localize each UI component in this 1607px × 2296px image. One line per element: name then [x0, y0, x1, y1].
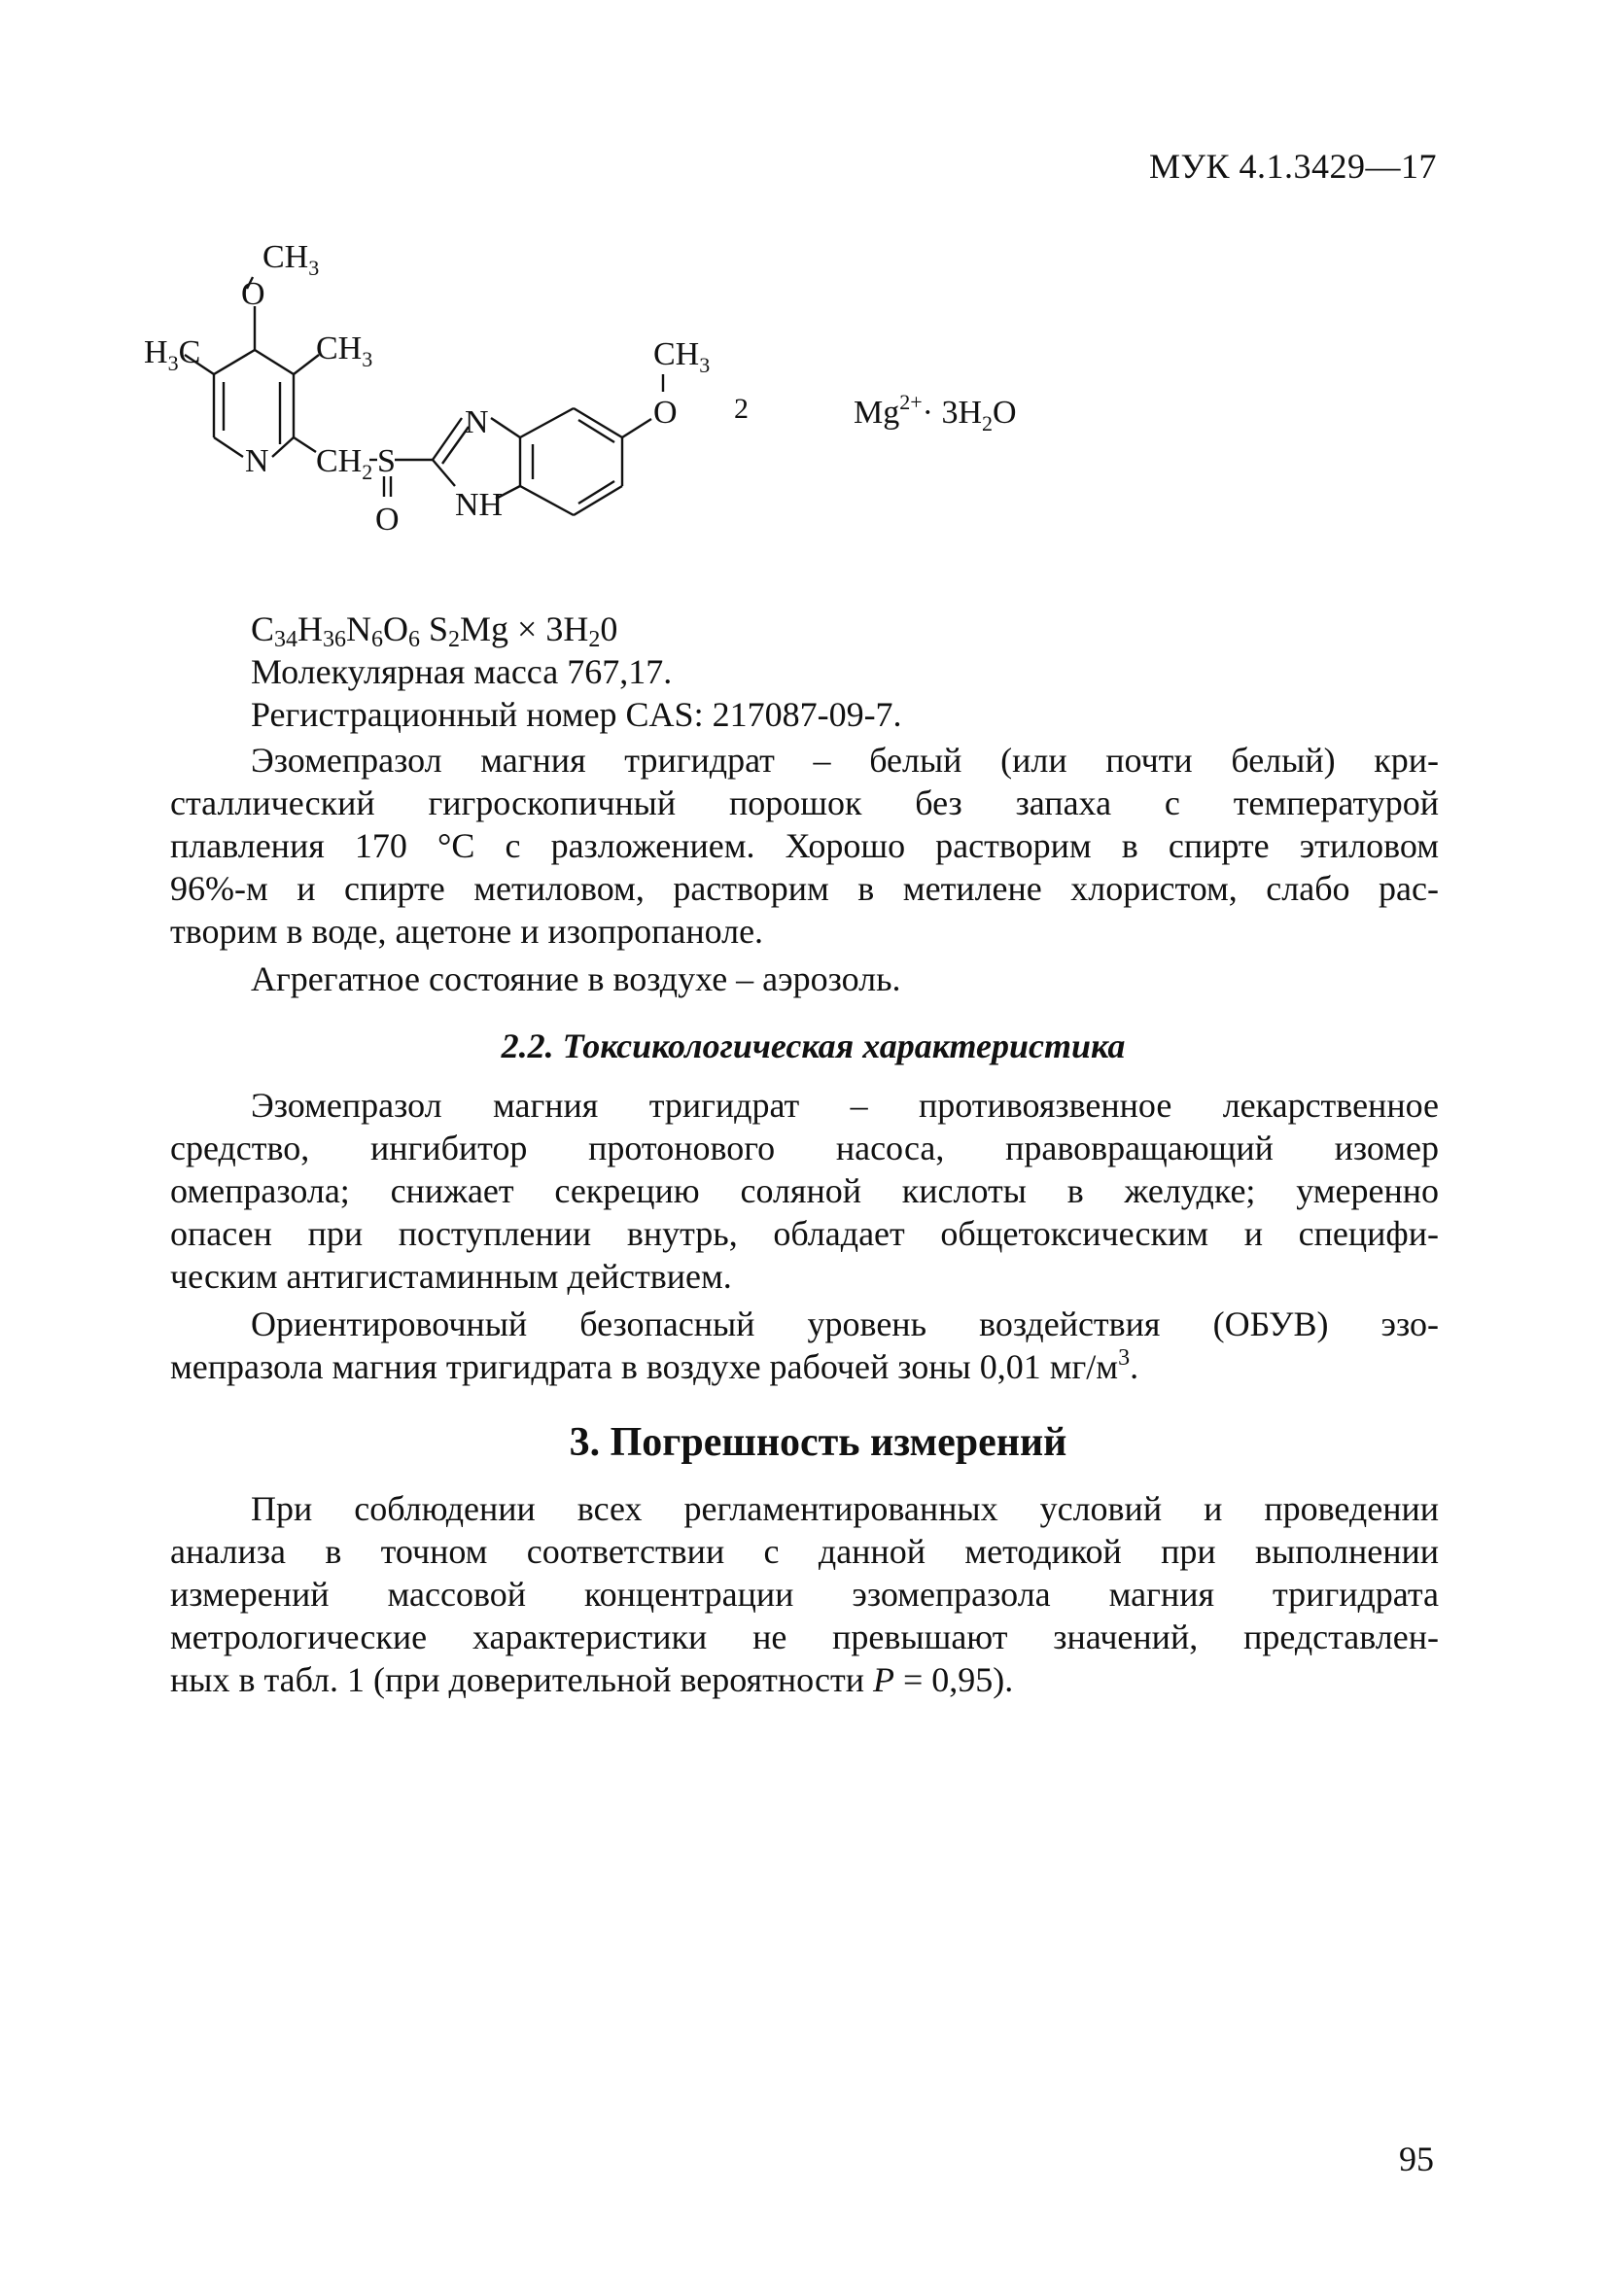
section-heading: 3. Погрешность измерений [569, 1420, 1067, 1465]
errors-paragraph [170, 1487, 1439, 1701]
obuv-paragraph [170, 1303, 1439, 1388]
aggregate-state: Агрегатное состояние в воздухе – аэрозоль. [251, 959, 901, 998]
atom-n-imidazole: N [465, 404, 489, 440]
formula-bonds [185, 277, 663, 515]
molecular-formula: $C_{34}H_{36}N_6O_6$ $S_2Mg \times 3H_20$ [251, 609, 618, 652]
toxicology-paragraph [170, 1084, 1439, 1298]
toxicology-line: средство, ингибитор протонового насоса, правовращающий изомер [170, 1129, 1439, 1167]
description-line: Эзомепразол магния тригидрат – белый (или почти белый) кри- [251, 741, 1439, 780]
description-line: творим в воде, ацетоне и изопропаноле. [170, 912, 764, 951]
stoichiometric-coefficient: 2 [734, 393, 749, 425]
toxicology-line: Эзомепразол магния тригидрат – противоязвенное лекарственное [251, 1086, 1439, 1125]
errors-last-line: ных в табл. 1 (при доверительной вероятности P = 0,95). [170, 1660, 1014, 1699]
errors-line: При соблюдении всех регламентированных условий и проведении [251, 1489, 1439, 1528]
structural-formula-drawing [144, 238, 1371, 588]
structural-formula [144, 238, 1371, 588]
atom-n-pyridine: N [245, 443, 269, 479]
document-code: МУК 4.1.3429—17 [1148, 147, 1437, 186]
atom-o-right: O [653, 395, 678, 431]
atom-h3c: $H_3C$ [144, 334, 201, 375]
atom-ch2: $CH_2$ [316, 443, 373, 484]
errors-line: измерений массовой концентрации эзомепразола магния тригидрата [170, 1575, 1439, 1614]
compound-data [251, 608, 1442, 736]
description-line: плавления 170 °С с разложением. Хорошо растворим в спирте этиловом [170, 826, 1439, 865]
toxicology-line: опасен при поступлении внутрь, обладает общетоксическим и специфи- [170, 1214, 1439, 1253]
toxicology-line: ческим антигистаминным действием. [170, 1257, 732, 1296]
errors-line: метрологические характеристики не превышают значений, представлен- [170, 1618, 1439, 1656]
molecular-mass: Молекулярная масса 767,17. [251, 652, 673, 691]
atom-nh: NH [455, 487, 504, 523]
description-line: сталлический гигроскопичный порошок без запаха с температурой [170, 783, 1439, 822]
errors-line: анализа в точном соответствии с данной методикой при выполнении [170, 1532, 1439, 1571]
atom-ch3-top: $CH_3$ [262, 239, 320, 280]
cas-number: Регистрационный номер CAS: 217087-09-7. [251, 695, 902, 734]
atom-s: S [377, 443, 396, 479]
formula-atom-labels [144, 239, 1017, 538]
atom-o-top: O [241, 276, 265, 312]
atom-o-sulfoxide: O [375, 502, 400, 538]
obuv-line: Ориентировочный безопасный уровень воздействия (ОБУВ) эзо- [251, 1305, 1439, 1343]
page-number: 95 [1399, 2139, 1434, 2178]
obuv-line-2: мепразола магния тригидрата в воздухе рабочей зоны 0,01 $мг/м^3$. [170, 1345, 1139, 1386]
atom-ch3-mid: $CH_3$ [316, 330, 373, 371]
description-paragraph [170, 739, 1439, 953]
description-line: 96%-м и спирте метиловом, растворим в метилене хлористом, слабо рас- [170, 869, 1439, 908]
atom-ch3-right: $CH_3$ [653, 336, 711, 377]
toxicology-heading: 2.2. Токсикологическая характеристика [501, 1026, 1126, 1065]
toxicology-line: омепразола; снижает секрецию соляной кислоты в желудке; умеренно [170, 1171, 1439, 1210]
magnesium-hydrate: $Mg^{2+}\cdot 3H_2O$ [854, 390, 1017, 435]
